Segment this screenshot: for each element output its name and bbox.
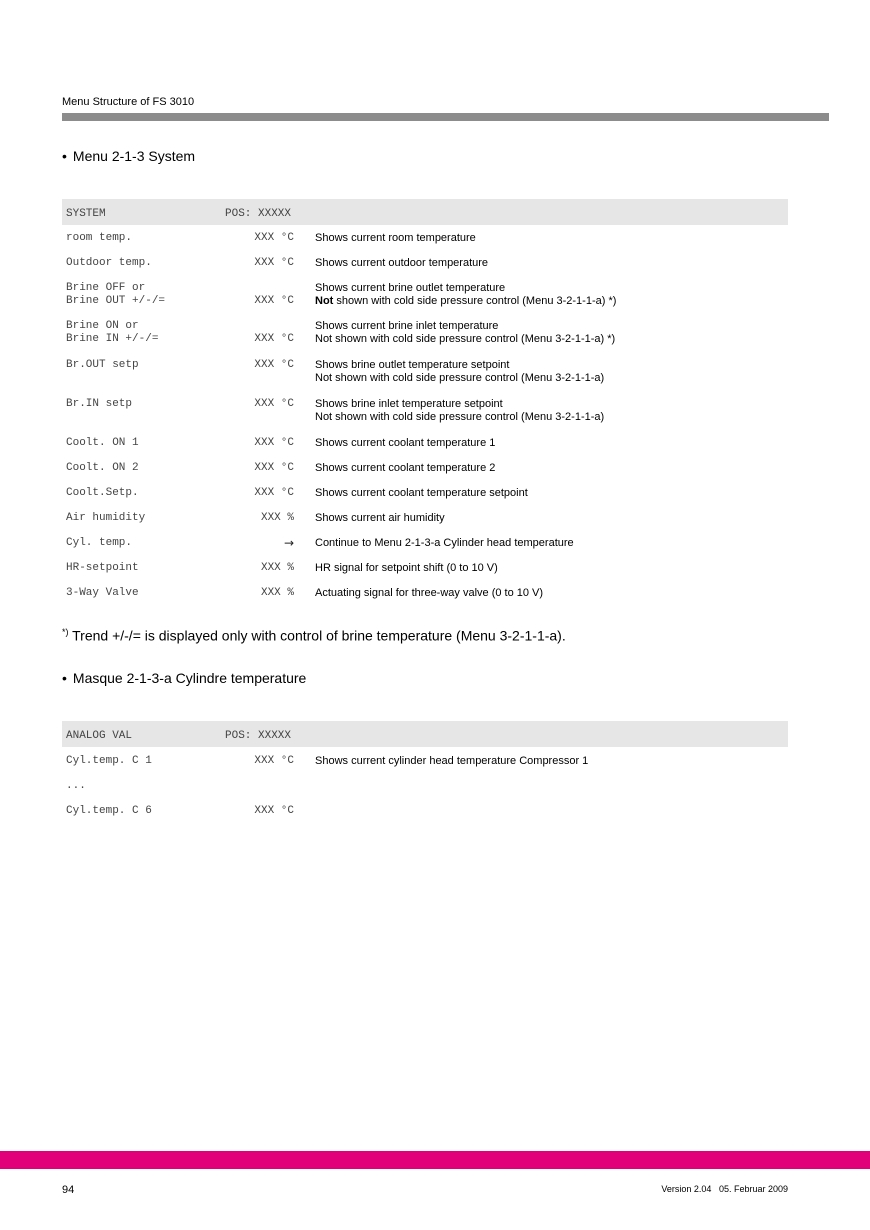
row-value: XXX °C xyxy=(254,755,294,767)
row-description: Shows current coolant temperature setpoint xyxy=(315,487,528,499)
row-value: XXX °C xyxy=(254,333,294,345)
section-heading-cylinder xyxy=(62,670,306,686)
header-pos: POS: XXXXX xyxy=(225,208,292,220)
row-description: Shows current brine outlet temperature xyxy=(315,282,506,294)
row-name: Air humidity xyxy=(66,512,146,524)
row-description: Shows current room temperature xyxy=(315,232,476,244)
row-description: Continue to Menu 2-1-3-a Cylinder head temperature xyxy=(315,537,574,549)
row-name: 3-Way Valve xyxy=(66,587,139,599)
row-name: Outdoor temp. xyxy=(66,257,152,269)
heading-text: Masque 2-1-3-a Cylindre temperature xyxy=(72,670,307,686)
row-description: Shows current cylinder head temperature Compressor 1 xyxy=(315,755,589,767)
row-value: XXX % xyxy=(260,512,294,524)
row-name: Cyl.temp. C 1 xyxy=(66,755,152,767)
footnote-text: Trend +/-/= is displayed only with control of brine temperature (Menu 3-2-1-1-a). xyxy=(68,627,566,644)
analog-table xyxy=(62,721,788,817)
row-description: Shows brine inlet temperature setpoint xyxy=(315,398,503,410)
row-description-line2 xyxy=(315,295,616,308)
row-name: Cyl.temp. C 6 xyxy=(66,805,152,817)
row-description-line2: Not shown with cold side pressure control (Menu 3-2-1-1-a) *) xyxy=(315,333,616,345)
header-pos: POS: XXXXX xyxy=(225,730,292,742)
row-value: XXX °C xyxy=(254,359,294,371)
row-description-line2: Not shown with cold side pressure control (Menu 3-2-1-1-a) xyxy=(315,372,605,384)
table-header xyxy=(62,199,788,225)
row-value: XXX °C xyxy=(254,232,294,244)
row-name: Br.OUT setp xyxy=(66,359,139,371)
row-name-line2: Brine IN +/-/= xyxy=(66,333,159,345)
row-value: XXX °C xyxy=(254,295,294,307)
page-header-title: Menu Structure of FS 3010 xyxy=(62,96,195,108)
row-description: Shows brine outlet temperature setpoint xyxy=(315,359,510,371)
row-value: XXX % xyxy=(260,587,294,599)
row-name: Br.IN setp xyxy=(66,398,133,410)
row-description: Shows current coolant temperature 1 xyxy=(315,437,496,449)
row-description: Actuating signal for three-way valve (0 to 10 V) xyxy=(315,587,544,599)
row-name: Coolt. ON 1 xyxy=(66,437,139,449)
row-description-line2: Not shown with cold side pressure control (Menu 3-2-1-1-a) xyxy=(315,411,605,423)
right-arrow-icon: → xyxy=(283,536,294,550)
footnote xyxy=(62,627,566,644)
row-name: room temp. xyxy=(66,232,133,244)
row-name: Coolt.Setp. xyxy=(66,487,139,499)
row-value: XXX % xyxy=(260,562,294,574)
section-heading-system xyxy=(62,148,195,164)
system-table xyxy=(62,199,788,599)
row-description: HR signal for setpoint shift (0 to 10 V) xyxy=(315,562,498,574)
heading-text: Menu 2-1-3 System xyxy=(72,148,196,164)
row-description: Shows current outdoor temperature xyxy=(315,257,489,269)
row-name: Coolt. ON 2 xyxy=(66,462,139,474)
row-description-line2-text: shown with cold side pressure control (Menu 3-2-1-1-a) *) xyxy=(333,295,617,307)
row-name: HR-setpoint xyxy=(66,562,139,574)
row-description: Shows current brine inlet temperature xyxy=(315,320,499,332)
footer-bar xyxy=(0,1151,870,1169)
row-value: XXX °C xyxy=(254,437,294,449)
row-value: XXX °C xyxy=(254,487,294,499)
not-emphasis: Not xyxy=(315,295,334,307)
page-number: 94 xyxy=(62,1184,75,1196)
table-header xyxy=(62,721,788,747)
header-bar xyxy=(62,113,829,121)
row-value: XXX °C xyxy=(254,462,294,474)
bullet: • xyxy=(62,148,67,164)
header-name: ANALOG VAL xyxy=(66,730,133,742)
footnote-marker: *) xyxy=(62,627,69,637)
row-name: ... xyxy=(66,780,86,792)
row-description: Shows current coolant temperature 2 xyxy=(315,462,496,474)
version-info: Version 2.04 05. Februar 2009 xyxy=(661,1184,788,1194)
header-name: SYSTEM xyxy=(66,208,106,220)
bullet: • xyxy=(62,670,67,686)
row-description: Shows current air humidity xyxy=(315,512,445,524)
row-value: XXX °C xyxy=(254,398,294,410)
row-name-line2: Brine OUT +/-/= xyxy=(66,295,166,307)
row-name: Brine ON or xyxy=(66,320,139,332)
row-value: XXX °C xyxy=(254,805,294,817)
row-name: Brine OFF or xyxy=(66,282,146,294)
row-name: Cyl. temp. xyxy=(66,537,133,549)
row-value: XXX °C xyxy=(254,257,294,269)
